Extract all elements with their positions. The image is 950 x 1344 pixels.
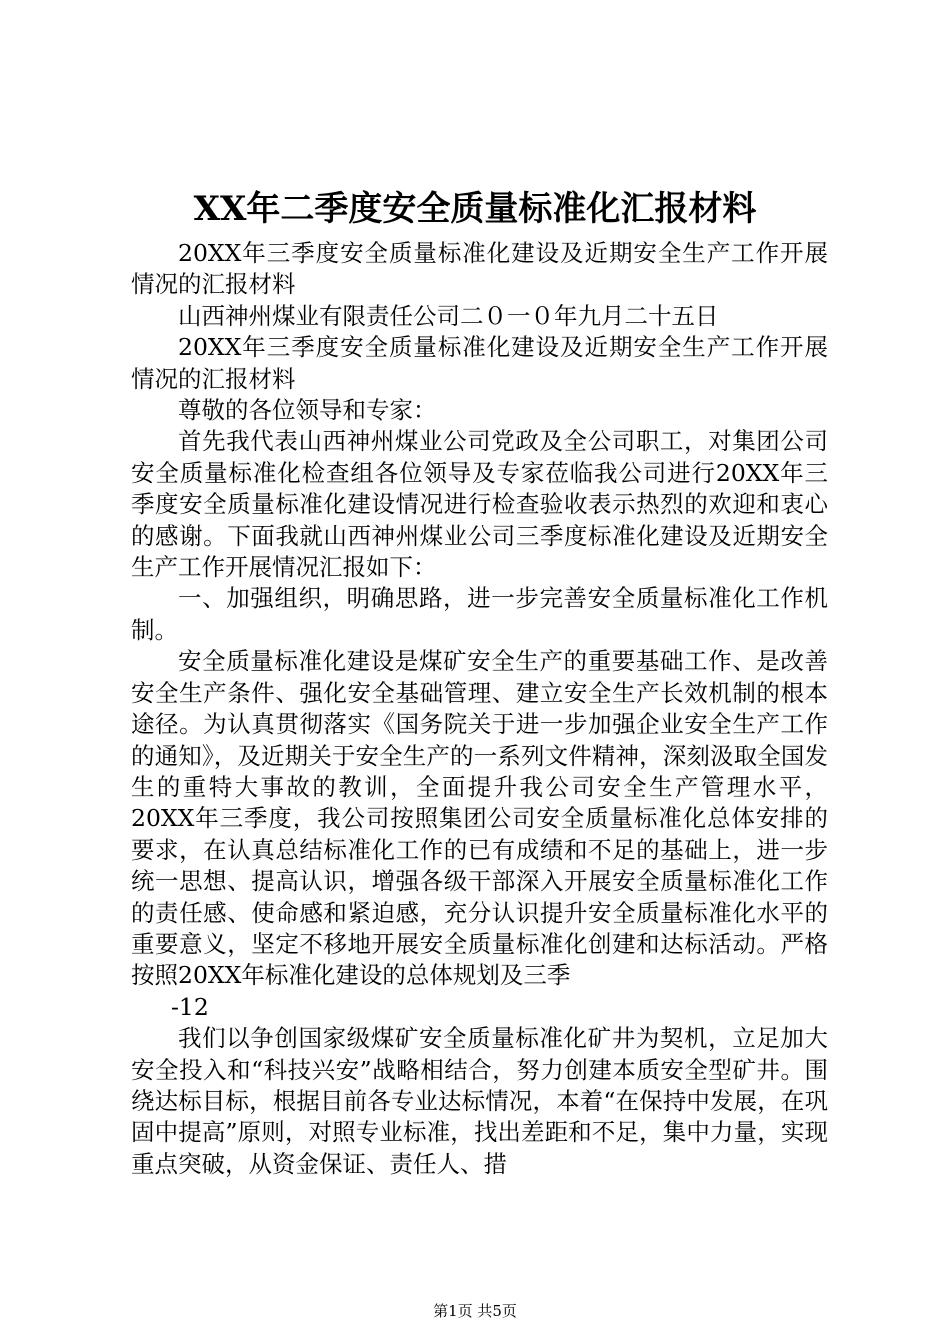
paragraph-subtitle: 20XX年三季度安全质量标准化建设及近期安全生产工作开展情况的汇报材料	[131, 239, 828, 299]
paragraph-salutation: 尊敬的各位领导和专家：	[178, 396, 437, 425]
paragraph-continuation: 我们以争创国家级煤矿安全质量标准化矿井为契机，立足加大安全投入和“科技兴安”战略相结合，努力创建本质安全型矿井。围绕达标目标，根据目前各专业达标情况，本着“在保持中发展，在巩固中提高”原则，对照专业标准，找出差距和不足，集中力量，实现重点突破，从资金保证、责任人、措	[131, 1024, 828, 1178]
page-footer: 第1页 共5页	[433, 1302, 517, 1320]
paragraph-subtitle-repeat: 20XX年三季度安全质量标准化建设及近期安全生产工作开展情况的汇报材料	[131, 333, 828, 393]
page-marker: -12	[170, 992, 209, 1021]
paragraph-main: 安全质量标准化建设是煤矿安全生产的重要基础工作、是改善安全生产条件、强化安全基础管理、建立安全生产长效机制的根本途径。为认真贯彻落实《国务院关于进一步加强企业安全生产工作的通知》，及近期关于安全生产的一系列文件精神，深刻汲取全国发生的重特大事故的教训，全面提升我公司安全生产管理水平，20XX年三季度，我公司按照集团公司安全质量标准化总体安排的要求，在认真总结标准化工作的已有成绩和不足的基础上，进一步统一思想、提高认识，增强各级干部深入开展安全质量标准化工作的责任感、使命感和紧迫感，充分认识提升安全质量标准化水平的重要意义，坚定不移地开展安全质量标准化创建和达标活动。严格按照20XX年标准化建设的总体规划及三季	[131, 647, 828, 990]
document-body	[131, 238, 828, 1180]
document-title: XX年二季度安全质量标准化汇报材料	[193, 189, 757, 229]
paragraph-company-date: 山西神州煤业有限责任公司二０一０年九月二十五日	[178, 301, 719, 330]
paragraph-section-heading: 一、加强组织，明确思路，进一步完善安全质量标准化工作机制。	[131, 584, 828, 644]
paragraph-intro: 首先我代表山西神州煤业公司党政及全公司职工，对集团公司安全质量标准化检查组各位领导及专家莅临我公司进行20XX年三季度安全质量标准化建设情况进行检查验收表示热烈的欢迎和衷心的感谢。下面我就山西神州煤业公司三季度标准化建设及近期安全生产工作开展情况汇报如下：	[131, 427, 828, 582]
